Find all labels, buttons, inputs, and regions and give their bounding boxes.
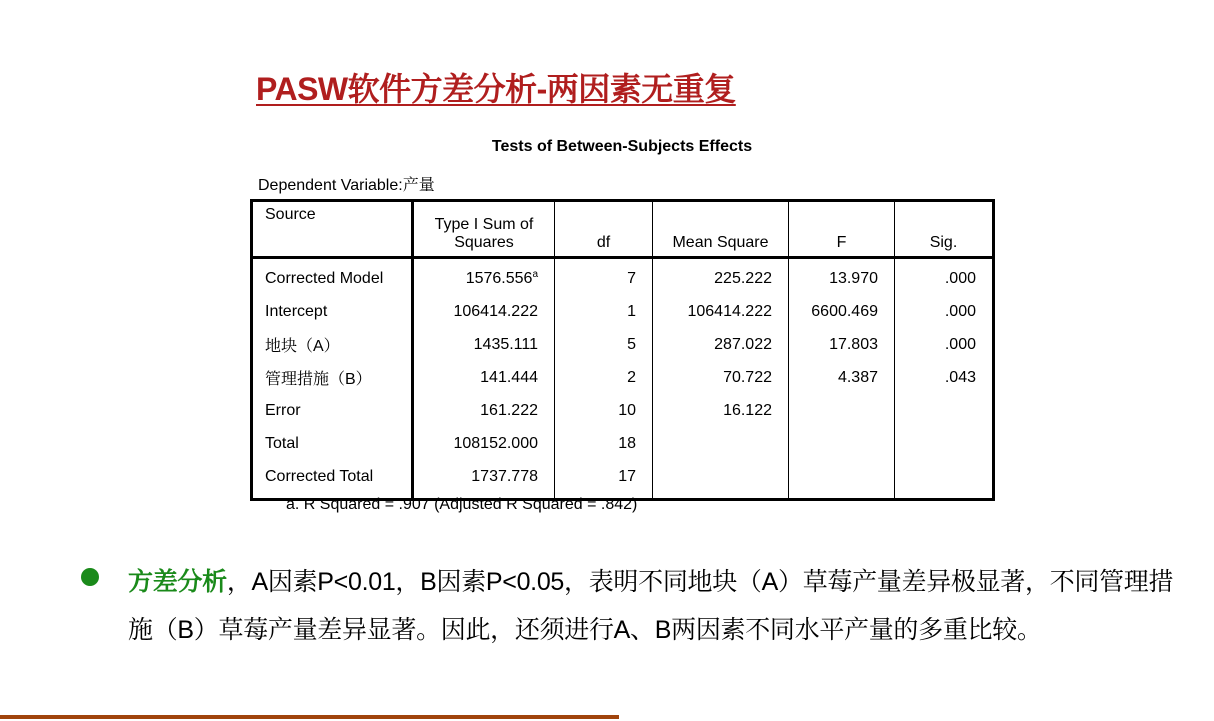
cell-sig <box>895 394 994 427</box>
anova-table <box>250 199 995 501</box>
cell-source: Intercept <box>252 295 413 328</box>
cell-sum-of-squares: 108152.000 <box>413 427 555 460</box>
cell-source: Corrected Model <box>252 258 413 296</box>
cell-source: Error <box>252 394 413 427</box>
bullet-icon <box>81 568 99 586</box>
cell-f <box>789 394 895 427</box>
conclusion-text: ，A因素P<0.01，B因素P<0.05，表明不同地块（A）草莓产量差异极显著，不同管理措施（B）草莓产量差异显著。因此，还须进行A、B两因素不同水平产量的多重比较。 <box>128 568 1174 644</box>
header-df: df <box>555 201 653 258</box>
cell-sum-of-squares: 1576.556$^a$ <box>413 258 555 296</box>
cell-sig: .000 <box>895 328 994 361</box>
table-footnote: a. R Squared = .907 (Adjusted R Squared = .842) <box>286 496 638 513</box>
cell-sig <box>895 460 994 500</box>
conclusion-paragraph <box>128 558 1188 654</box>
cell-sum-of-squares: 141.444 <box>413 361 555 394</box>
cell-f <box>789 427 895 460</box>
table-title: Tests of Between-Subjects Effects <box>491 138 753 155</box>
cell-mean-square: 16.122 <box>653 394 789 427</box>
header-mean-square: Mean Square <box>653 201 789 258</box>
cell-source: Corrected Total <box>252 460 413 500</box>
cell-sum-of-squares: 1435.111 <box>413 328 555 361</box>
table-header-row <box>252 201 994 258</box>
cell-df: 10 <box>555 394 653 427</box>
cell-source: 管理措施（B） <box>252 361 413 394</box>
table-row <box>252 258 994 296</box>
cell-df: 1 <box>555 295 653 328</box>
cell-mean-square: 70.722 <box>653 361 789 394</box>
cell-sig: .000 <box>895 258 994 296</box>
cell-f: 4.387 <box>789 361 895 394</box>
cell-source: 地块（A） <box>252 328 413 361</box>
cell-df: 17 <box>555 460 653 500</box>
cell-sum-of-squares: 161.222 <box>413 394 555 427</box>
cell-mean-square <box>653 460 789 500</box>
header-f: F <box>789 201 895 258</box>
table-row <box>252 361 994 394</box>
cell-mean-square: 106414.222 <box>653 295 789 328</box>
cell-df: 2 <box>555 361 653 394</box>
cell-df: 18 <box>555 427 653 460</box>
header-sum-of-squares: Type I Sum of Squares <box>413 201 555 258</box>
cell-f: 6600.469 <box>789 295 895 328</box>
table-row <box>252 295 994 328</box>
header-source: Source <box>252 201 413 258</box>
cell-mean-square <box>653 427 789 460</box>
cell-mean-square: 225.222 <box>653 258 789 296</box>
conclusion-keyword: 方差分析 <box>128 568 227 596</box>
table-row <box>252 328 994 361</box>
cell-sig <box>895 427 994 460</box>
cell-f: 17.803 <box>789 328 895 361</box>
cell-mean-square: 287.022 <box>653 328 789 361</box>
table-row <box>252 394 994 427</box>
header-sig: Sig. <box>895 201 994 258</box>
cell-sig: .000 <box>895 295 994 328</box>
cell-f <box>789 460 895 500</box>
cell-df: 7 <box>555 258 653 296</box>
slide-title: PASW软件方差分析-两因素无重复 <box>256 71 736 107</box>
cell-source: Total <box>252 427 413 460</box>
dependent-variable-label: Dependent Variable:产量 <box>258 177 435 194</box>
cell-sum-of-squares: 106414.222 <box>413 295 555 328</box>
table-row <box>252 460 994 500</box>
footnote-marker: a <box>532 268 538 280</box>
table-row <box>252 427 994 460</box>
bottom-divider <box>0 715 619 719</box>
cell-sig: .043 <box>895 361 994 394</box>
cell-f: 13.970 <box>789 258 895 296</box>
cell-sum-of-squares: 1737.778 <box>413 460 555 500</box>
cell-df: 5 <box>555 328 653 361</box>
